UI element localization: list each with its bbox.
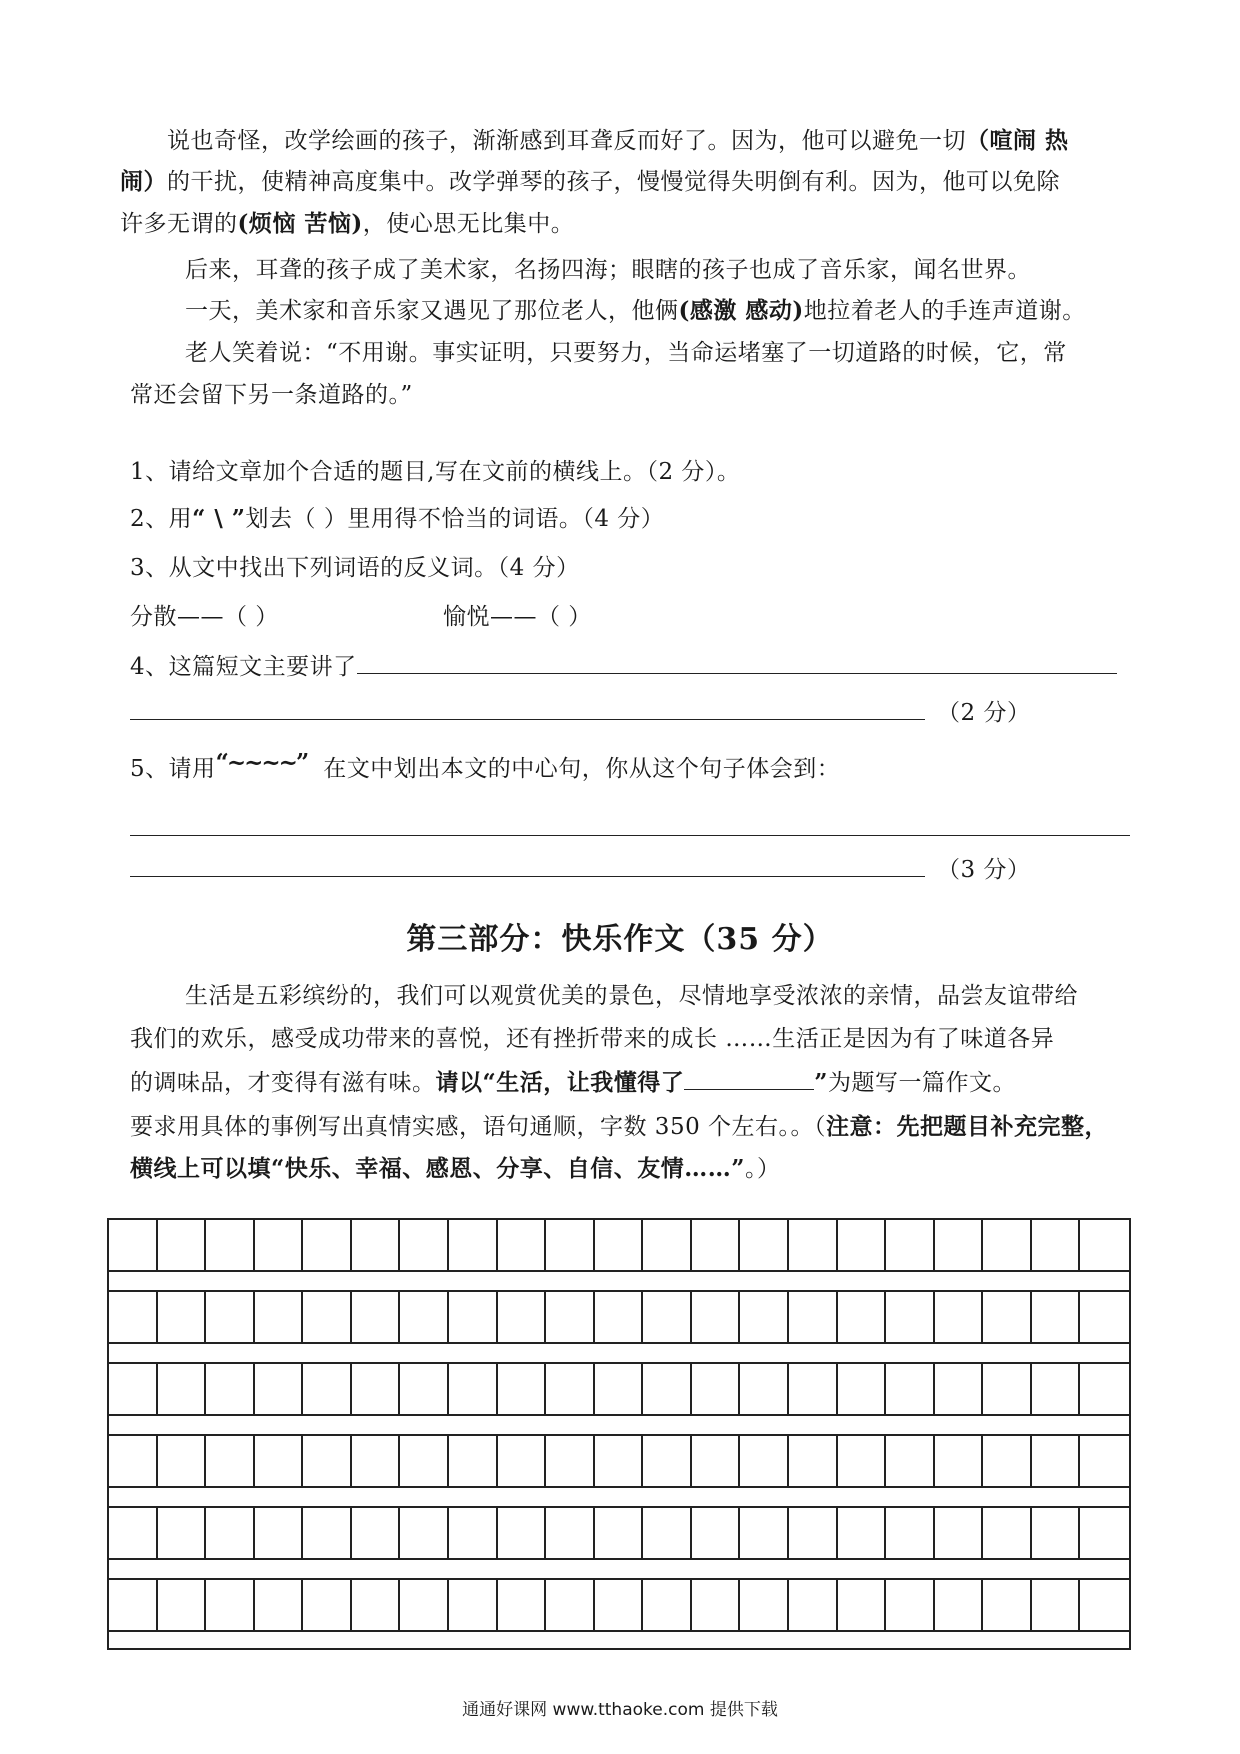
grid-cell[interactable] — [498, 1364, 547, 1414]
grid-cell[interactable] — [498, 1580, 547, 1630]
grid-cell[interactable] — [400, 1508, 449, 1558]
prompt-text: 要求用具体的事例写出真情实感，语句通顺，字数 350 个左右。。（ — [130, 1114, 827, 1140]
grid-cell[interactable] — [1080, 1436, 1129, 1486]
grid-cell[interactable] — [546, 1508, 595, 1558]
answer-line[interactable] — [130, 815, 1130, 836]
grid-cell[interactable] — [303, 1220, 352, 1270]
prompt-text: ” — [814, 1069, 828, 1096]
grid-cell[interactable] — [206, 1580, 255, 1630]
question-text: 3、从文中找出下列词语的反义词。（4 分） — [130, 555, 580, 581]
passage-text: 许多无谓的 — [120, 211, 238, 237]
grid-cell[interactable] — [983, 1220, 1032, 1270]
grid-cell[interactable] — [886, 1292, 935, 1342]
question-4-line-2 — [130, 696, 1030, 730]
essay-title-prompt: 请以“生活，让我懂得了 — [435, 1069, 685, 1096]
grid-cell[interactable] — [400, 1292, 449, 1342]
grid-cell[interactable] — [1080, 1292, 1129, 1342]
score-label: （3 分） — [937, 857, 1031, 883]
grid-cell[interactable] — [740, 1580, 789, 1630]
grid-cell[interactable] — [886, 1364, 935, 1414]
question-2 — [130, 502, 664, 536]
prompt-text: 为题写一篇作文。 — [827, 1070, 1016, 1096]
word-choice-2: (烦恼 苦恼) — [237, 210, 363, 237]
grid-cell[interactable] — [838, 1508, 887, 1558]
grid-cell[interactable] — [935, 1508, 984, 1558]
grid-cell[interactable] — [400, 1580, 449, 1630]
grid-cell[interactable] — [643, 1364, 692, 1414]
grid-cell[interactable] — [740, 1436, 789, 1486]
grid-cell[interactable] — [158, 1508, 207, 1558]
grid-cell[interactable] — [303, 1364, 352, 1414]
grid-cell[interactable] — [838, 1292, 887, 1342]
essay-prompt-line-4 — [130, 1110, 1108, 1144]
question-text: 1、请给文章加个合适的题目,写在文前的横线上。（2 分）。 — [130, 459, 741, 485]
grid-cell[interactable] — [400, 1364, 449, 1414]
grid-cell[interactable] — [352, 1292, 401, 1342]
passage-paragraph-2 — [185, 253, 1031, 287]
grid-cell[interactable] — [595, 1364, 644, 1414]
grid-cell[interactable] — [546, 1436, 595, 1486]
grid-cell[interactable] — [1032, 1364, 1081, 1414]
grid-cell[interactable] — [838, 1220, 887, 1270]
passage-text: ，使心思无比集中。 — [362, 211, 575, 237]
grid-cell[interactable] — [352, 1436, 401, 1486]
grid-cell[interactable] — [740, 1508, 789, 1558]
grid-row[interactable] — [107, 1578, 1131, 1630]
grid-cell[interactable] — [692, 1508, 741, 1558]
grid-row[interactable] — [107, 1218, 1131, 1270]
grid-cell[interactable] — [498, 1508, 547, 1558]
grid-cell[interactable] — [886, 1508, 935, 1558]
grid-cell[interactable] — [740, 1292, 789, 1342]
prompt-text: 的调味品，才变得有滋有味。 — [130, 1070, 436, 1096]
grid-cell[interactable] — [1080, 1508, 1129, 1558]
question-text: 4、这篇短文主要讲了 — [130, 654, 357, 680]
prompt-text: 。） — [744, 1156, 781, 1182]
grid-cell[interactable] — [449, 1436, 498, 1486]
grid-cell[interactable] — [595, 1508, 644, 1558]
writing-grid[interactable] — [107, 1218, 1131, 1650]
grid-cell[interactable] — [595, 1580, 644, 1630]
grid-cell[interactable] — [255, 1580, 304, 1630]
grid-cell[interactable] — [643, 1220, 692, 1270]
grid-cell[interactable] — [1080, 1220, 1129, 1270]
grid-cell[interactable] — [255, 1436, 304, 1486]
passage-text: 说也奇怪，改学绘画的孩子，渐渐感到耳聋反而好了。因为，他可以避免一切 — [167, 128, 966, 154]
grid-cell[interactable] — [692, 1220, 741, 1270]
grid-spacer — [107, 1342, 1131, 1362]
grid-cell[interactable] — [740, 1220, 789, 1270]
grid-cell[interactable] — [595, 1436, 644, 1486]
score-label: （2 分） — [937, 700, 1031, 726]
grid-cell[interactable] — [789, 1508, 838, 1558]
grid-spacer — [107, 1414, 1131, 1434]
grid-cell[interactable] — [1032, 1436, 1081, 1486]
backslash-mark: “ \ ” — [192, 505, 246, 532]
grid-cell[interactable] — [206, 1292, 255, 1342]
passage-text: 地拉着老人的手连声道谢。 — [803, 298, 1086, 324]
grid-cell[interactable] — [255, 1292, 304, 1342]
passage-line-1 — [167, 124, 1069, 158]
grid-cell[interactable] — [255, 1364, 304, 1414]
grid-cell[interactable] — [546, 1580, 595, 1630]
grid-cell[interactable] — [1032, 1292, 1081, 1342]
grid-cell[interactable] — [158, 1292, 207, 1342]
grid-cell[interactable] — [352, 1580, 401, 1630]
grid-cell[interactable] — [692, 1292, 741, 1342]
grid-cell[interactable] — [789, 1220, 838, 1270]
question-3-item-right — [443, 600, 592, 634]
grid-cell[interactable] — [935, 1580, 984, 1630]
question-4 — [130, 650, 1117, 684]
grid-cell[interactable] — [158, 1220, 207, 1270]
answer-line[interactable] — [357, 653, 1117, 674]
grid-row[interactable] — [107, 1290, 1131, 1342]
grid-cell[interactable] — [303, 1292, 352, 1342]
question-5-line-2 — [130, 853, 1030, 887]
grid-cell[interactable] — [983, 1436, 1032, 1486]
grid-cell[interactable] — [109, 1364, 158, 1414]
question-5 — [130, 749, 841, 786]
grid-cell[interactable] — [449, 1292, 498, 1342]
grid-cell[interactable] — [1080, 1364, 1129, 1414]
grid-cell[interactable] — [935, 1220, 984, 1270]
grid-cell[interactable] — [255, 1508, 304, 1558]
grid-row[interactable] — [107, 1362, 1131, 1414]
question-5-line-1 — [130, 812, 1130, 846]
grid-cell[interactable] — [643, 1436, 692, 1486]
passage-paragraph-4-line-2 — [130, 378, 413, 412]
passage-text: 一天，美术家和音乐家又遇见了那位老人，他俩 — [185, 298, 679, 324]
essay-prompt-line-2 — [130, 1022, 1054, 1056]
wavy-line-mark: “~~~~” — [215, 749, 308, 776]
page-footer: 通通好课网 www.tthaoke.com 提供下载 — [462, 1700, 778, 1720]
essay-prompt-line-1 — [185, 979, 1078, 1013]
grid-cell[interactable] — [595, 1220, 644, 1270]
section-heading: 第三部分：快乐作文（35 分） — [406, 922, 834, 957]
grid-cell[interactable] — [838, 1580, 887, 1630]
grid-cell[interactable] — [935, 1436, 984, 1486]
grid-cell[interactable] — [983, 1364, 1032, 1414]
note-text: 横线上可以填“快乐、幸福、感恩、分享、自信、友情……” — [130, 1155, 745, 1182]
grid-cell[interactable] — [1032, 1220, 1081, 1270]
grid-cell[interactable] — [595, 1292, 644, 1342]
grid-cell[interactable] — [1032, 1580, 1081, 1630]
antonym-blank[interactable]: 分散——（ ） — [130, 604, 279, 630]
essay-prompt-line-5 — [130, 1152, 780, 1186]
question-3 — [130, 551, 580, 585]
question-1 — [130, 455, 740, 489]
grid-cell[interactable] — [789, 1580, 838, 1630]
grid-cell[interactable] — [983, 1580, 1032, 1630]
question-3-item-left — [130, 600, 279, 634]
grid-cell[interactable] — [303, 1436, 352, 1486]
grid-cell[interactable] — [352, 1508, 401, 1558]
passage-paragraph-4-line-1 — [185, 336, 1067, 370]
grid-cell[interactable] — [498, 1220, 547, 1270]
grid-cell[interactable] — [789, 1292, 838, 1342]
grid-cell[interactable] — [206, 1220, 255, 1270]
grid-cell[interactable] — [692, 1580, 741, 1630]
grid-cell[interactable] — [983, 1508, 1032, 1558]
grid-cell[interactable] — [1080, 1580, 1129, 1630]
question-text: 在文中划出本文的中心句，你从这个句子体会到： — [323, 756, 841, 782]
question-text: 2、用 — [130, 506, 193, 532]
passage-paragraph-3 — [185, 294, 1086, 328]
grid-cell[interactable] — [935, 1364, 984, 1414]
grid-cell[interactable] — [546, 1220, 595, 1270]
grid-cell[interactable] — [109, 1580, 158, 1630]
answer-line[interactable] — [130, 856, 925, 877]
grid-cell[interactable] — [789, 1436, 838, 1486]
grid-row[interactable] — [107, 1434, 1131, 1486]
grid-cell[interactable] — [886, 1436, 935, 1486]
grid-cell[interactable] — [643, 1292, 692, 1342]
note-text: 注意：先把题目补充完整， — [826, 1113, 1109, 1140]
grid-cell[interactable] — [983, 1292, 1032, 1342]
grid-cell[interactable] — [498, 1292, 547, 1342]
grid-cell[interactable] — [838, 1436, 887, 1486]
grid-cell[interactable] — [109, 1292, 158, 1342]
grid-spacer — [107, 1270, 1131, 1290]
title-blank[interactable] — [684, 1069, 814, 1090]
grid-cell[interactable] — [935, 1292, 984, 1342]
grid-cell[interactable] — [109, 1436, 158, 1486]
prompt-text: 生活是五彩缤纷的，我们可以观赏优美的景色，尽情地享受浓浓的亲情，品尝友谊带给 — [185, 983, 1078, 1009]
grid-row[interactable] — [107, 1506, 1131, 1558]
grid-cell[interactable] — [449, 1508, 498, 1558]
word-choice-3: (感激 感动) — [678, 297, 804, 324]
word-choice-1-end: 闹） — [120, 168, 167, 195]
grid-cell[interactable] — [109, 1508, 158, 1558]
grid-cell[interactable] — [449, 1220, 498, 1270]
grid-cell[interactable] — [546, 1292, 595, 1342]
passage-text: 常还会留下另一条道路的。” — [130, 382, 413, 408]
grid-spacer — [107, 1486, 1131, 1506]
grid-cell[interactable] — [400, 1436, 449, 1486]
grid-cell[interactable] — [838, 1364, 887, 1414]
grid-cell[interactable] — [886, 1580, 935, 1630]
grid-cell[interactable] — [158, 1364, 207, 1414]
grid-spacer — [107, 1630, 1131, 1650]
grid-cell[interactable] — [206, 1436, 255, 1486]
grid-cell[interactable] — [206, 1364, 255, 1414]
essay-prompt-line-3 — [130, 1066, 1016, 1100]
grid-cell[interactable] — [449, 1364, 498, 1414]
question-text: 5、请用 — [130, 756, 216, 782]
grid-cell[interactable] — [643, 1580, 692, 1630]
grid-cell[interactable] — [692, 1436, 741, 1486]
passage-text: 老人笑着说：“不用谢。事实证明，只要努力，当命运堵塞了一切道路的时候，它，常 — [185, 340, 1067, 366]
grid-cell[interactable] — [352, 1364, 401, 1414]
grid-cell[interactable] — [1032, 1508, 1081, 1558]
grid-cell[interactable] — [449, 1580, 498, 1630]
grid-cell[interactable] — [255, 1220, 304, 1270]
passage-text: 后来，耳聋的孩子成了美术家，名扬四海；眼瞎的孩子也成了音乐家，闻名世界。 — [185, 257, 1031, 283]
grid-cell[interactable] — [546, 1364, 595, 1414]
grid-cell[interactable] — [158, 1436, 207, 1486]
word-choice-1: （喧闹 热 — [966, 127, 1069, 154]
grid-spacer — [107, 1558, 1131, 1578]
grid-cell[interactable] — [740, 1364, 789, 1414]
grid-cell[interactable] — [643, 1508, 692, 1558]
passage-text: 的干扰，使精神高度集中。改学弹琴的孩子，慢慢觉得失明倒有利。因为，他可以免除 — [167, 169, 1060, 195]
passage-line-3 — [120, 207, 574, 241]
grid-cell[interactable] — [352, 1220, 401, 1270]
grid-cell[interactable] — [400, 1220, 449, 1270]
prompt-text: 我们的欢乐，感受成功带来的喜悦，还有挫折带来的成长 ……生活正是因为有了味道各异 — [130, 1026, 1055, 1052]
grid-cell[interactable] — [498, 1436, 547, 1486]
question-text: 划去（ ）里用得不恰当的词语。（4 分） — [245, 506, 665, 532]
grid-cell[interactable] — [206, 1508, 255, 1558]
grid-cell[interactable] — [789, 1364, 838, 1414]
antonym-blank[interactable]: 愉悦——（ ） — [443, 604, 592, 630]
grid-cell[interactable] — [109, 1220, 158, 1270]
answer-line[interactable] — [130, 699, 925, 720]
grid-cell[interactable] — [886, 1220, 935, 1270]
grid-cell[interactable] — [692, 1364, 741, 1414]
grid-cell[interactable] — [303, 1580, 352, 1630]
passage-line-2 — [120, 165, 1060, 199]
grid-cell[interactable] — [303, 1508, 352, 1558]
grid-cell[interactable] — [158, 1580, 207, 1630]
